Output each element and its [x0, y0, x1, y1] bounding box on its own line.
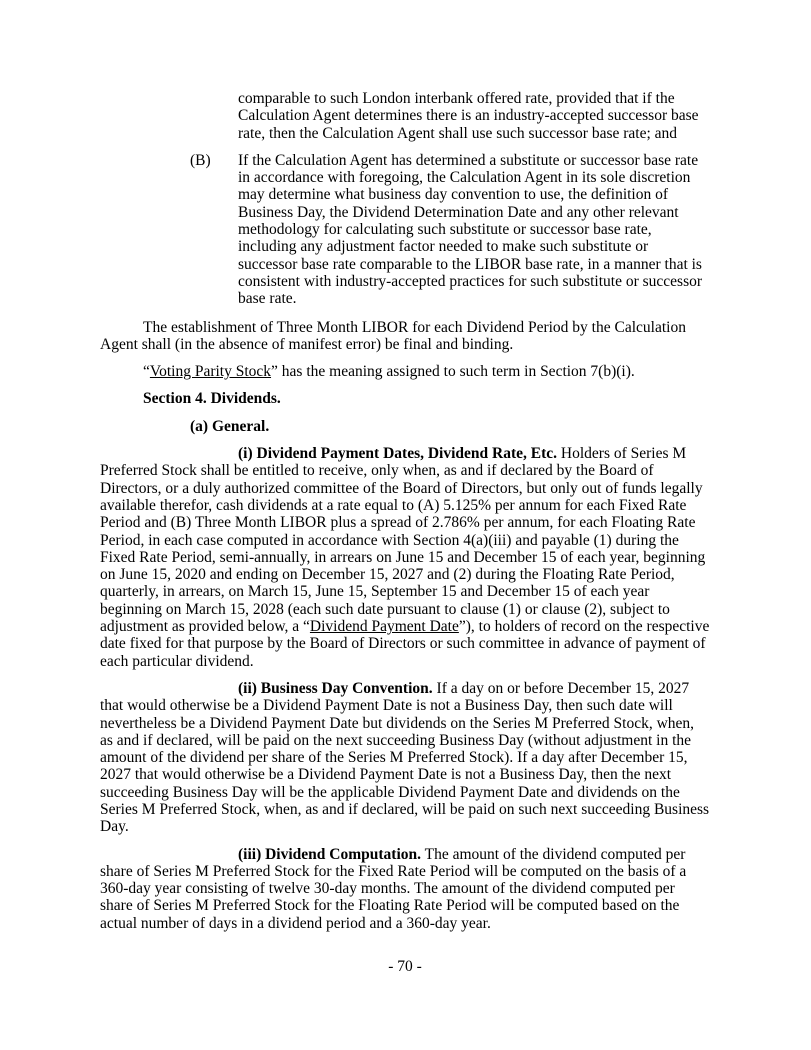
paragraph-business-day-convention: [100, 680, 710, 836]
sub-i-bold-lead: (i) Dividend Payment Dates, Dividend Rate, Etc.: [238, 445, 558, 463]
list-item-b-label: (B): [190, 151, 211, 169]
paragraph-libor-establishment: The establishment of Three Month LIBOR for each Dividend Period by the Calculation Agent shall (in the absence of manifest error) be final and binding.: [100, 318, 686, 353]
paragraph-item-a-continuation: comparable to such London interbank offered rate, provided that if the Calculation Agent determines there is an industry-accepted successor base rate, then the Calculation Agent shall use such successor base rate; and: [238, 90, 699, 142]
sub-ii-body: If a day on or before December 15, 2027 that would otherwise be a Dividend Payment Date is not a Business Day, then such date will nevertheless be a Dividend Payment Date but dividends on the Series M Preferred Stock, when, as and if declared, will be paid on the next succeeding Business Day (without adjustment in the amount of the dividend per share of the Series M Preferred Stock). If a day after December 15, 2027 that would otherwise be a Dividend Payment Date is not a Business Day, then the next succeeding Business Day will be the applicable Dividend Payment Date and dividends on the Series M Preferred Stock, when, as and if declared, will be paid on such next succeeding Business Day.: [100, 679, 710, 836]
voting-parity-defined-term: Voting Parity Stock: [149, 363, 272, 381]
voting-parity-rest: ” has the meaning assigned to such term in Section 7(b)(i).: [271, 363, 635, 381]
subsection-a-general-heading: (a) General.: [190, 417, 270, 435]
voting-parity-open-quote: “: [143, 363, 150, 381]
paragraph-voting-parity-definition: [100, 363, 710, 380]
sub-ii-bold-lead: (ii) Business Day Convention.: [238, 679, 433, 697]
dividend-payment-date-defined-term: Dividend Payment Date: [309, 618, 459, 636]
sub-i-body-2: ”), to holders of record on the respective date fixed for that purpose by the Board of Directors or such committee in advance of payment of each particular dividend.: [100, 618, 710, 670]
list-item-b: [190, 152, 710, 308]
sub-iii-bold-lead: (iii) Dividend Computation.: [238, 845, 422, 863]
paragraph-dividend-computation: [100, 846, 710, 932]
section-4-heading: Section 4. Dividends.: [143, 390, 281, 408]
paragraph-dividend-payment-dates: [100, 445, 710, 670]
page-number: - 70 -: [388, 958, 422, 976]
list-item-b-text: If the Calculation Agent has determined a substitute or successor base rate in accordance with foregoing, the Calculation Agent in its sole discretion may determine what business day convention to use, the definition of Business Day, the Dividend Determination Date and any other relevant methodology for calculating such substitute or successor base rate, including any adjustment factor needed to make such substitute or successor base rate comparable to the LIBOR base rate, in a manner that is consistent with industry-accepted practices for such substitute or successor base rate.: [238, 151, 703, 308]
sub-i-body-1: Holders of Series M Preferred Stock shall be entitled to receive, only when, as and if declared by the Board of Directors, or a duly authorized committee of the Board of Directors, but only out of funds legally available therefor, cash dividends at a rate equal to (A) 5.125% per annum for each Fixed Rate Period and (B) Three Month LIBOR plus a spread of 2.786% per annum, for each Floating Rate Period, in each case computed in accordance with Section 4(a)(iii) and payable (1) during the Fixed Rate Period, semi-annually, in arrears on June 15 and December 15 of each year, beginning on June 15, 2020 and ending on December 15, 2027 and (2) during the Floating Rate Period, quarterly, in arrears, on March 15, June 15, September 15 and December 15 of each year beginning on March 15, 2028 (each such date pursuant to clause (1) or clause (2), subject to adjustment as provided below, a “: [100, 445, 706, 636]
sub-iii-body: The amount of the dividend computed per share of Series M Preferred Stock for the Fixed Rate Period will be computed on the basis of a 360-day year consisting of twelve 30-day months. The amount of the dividend computed per share of Series M Preferred Stock for the Floating Rate Period will be computed based on the actual number of days in a dividend period and a 360-day year.: [100, 845, 687, 932]
